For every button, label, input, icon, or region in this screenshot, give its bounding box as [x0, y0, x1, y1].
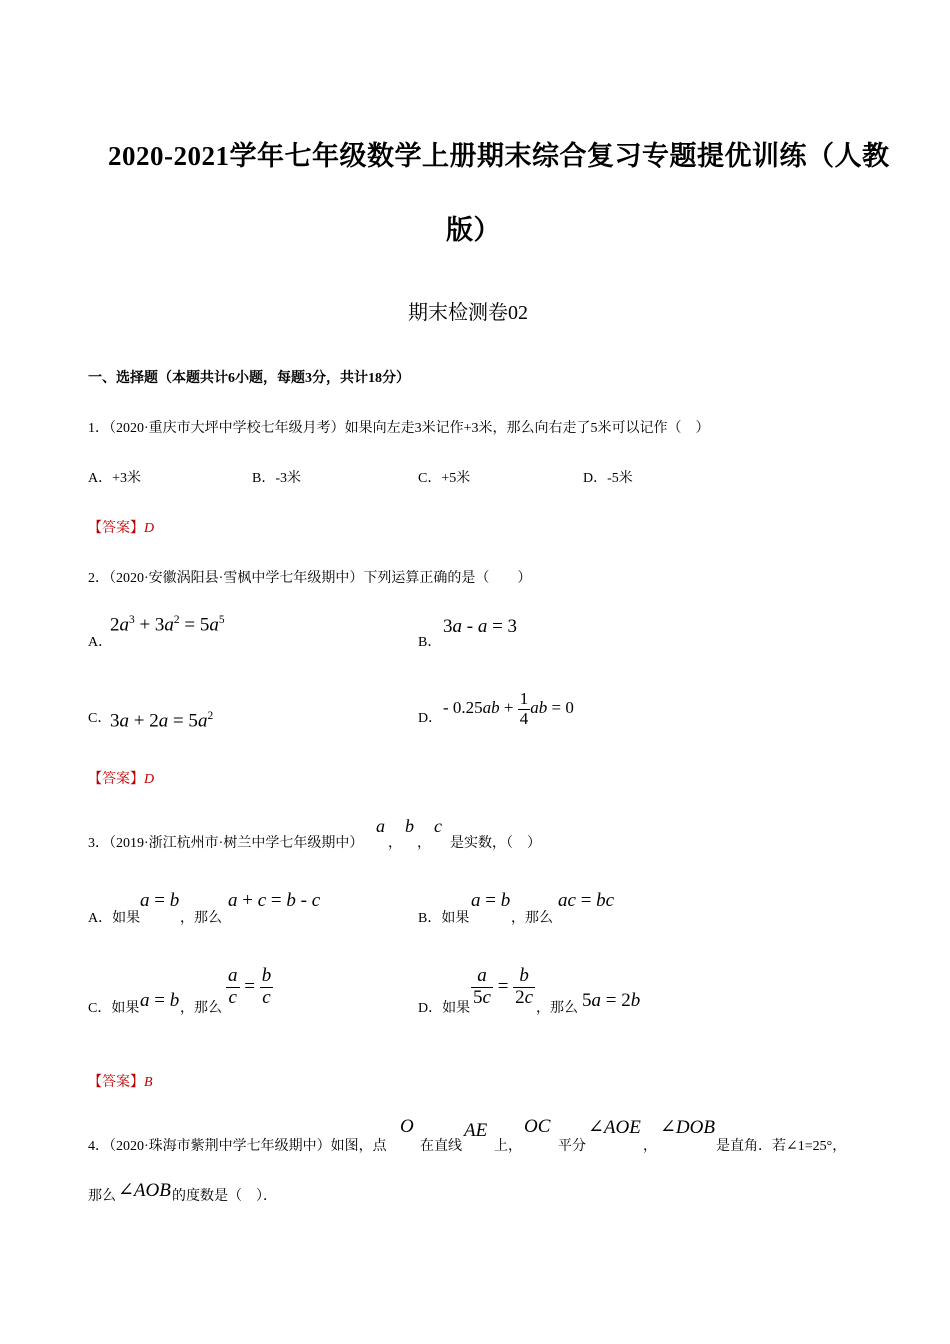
- q4-point-o: O: [400, 1116, 414, 1137]
- q3-option-a-cond: a = b: [140, 890, 180, 911]
- q4-ray-oc: OC: [524, 1116, 551, 1137]
- q4-on-line: 在直线: [420, 1139, 462, 1154]
- q2-option-b-label: B．: [418, 635, 442, 650]
- q3-var-b: b: [405, 816, 414, 836]
- q3-var-c: c: [434, 816, 442, 836]
- q4-angle-aob: ∠AOB: [118, 1180, 171, 1201]
- q3-option-a-then: ，那么: [180, 911, 222, 926]
- q3-option-c-result: $\frac{a}{c}$ = $\frac{b}{c}$: [228, 965, 272, 1008]
- q2-option-a-label: A．: [88, 635, 113, 650]
- question-3-prefix: 3．（2019·浙江杭州市·树兰中学七年级期中）: [88, 836, 364, 851]
- answer-value: D: [144, 772, 155, 787]
- page-title-line1: 2020-2021学年七年级数学上册期末综合复习专题提优训练（人教: [108, 141, 890, 171]
- page-subtitle: 期末检测卷02: [408, 302, 528, 324]
- q3-option-d-then: ，那么: [536, 1001, 578, 1016]
- q2-option-b-math: 3a - a = 3: [443, 616, 518, 637]
- answer-value: B: [144, 1075, 153, 1090]
- q3-comma-2: ，: [417, 836, 431, 851]
- answer-value: D: [144, 521, 155, 536]
- q3-suffix: 是实数，（ ）: [450, 836, 541, 851]
- q2-option-d-label: D．: [418, 711, 443, 726]
- q3-option-d-label: D．如果: [418, 1001, 471, 1016]
- q4-comma: ，: [643, 1139, 657, 1154]
- q3-option-d-cond: $\frac{a}{5c}$ = $\frac{b}{2c}$: [473, 965, 534, 1008]
- q3-option-c-label: C．如果: [88, 1001, 140, 1016]
- q4-angle-aoe: ∠AOE: [588, 1117, 641, 1138]
- answer-label: 【答案】: [88, 521, 144, 536]
- q4-rest: 是直角．若∠1=25°，: [716, 1139, 847, 1154]
- q4-line2-suffix: 的度数是（ ）．: [172, 1189, 277, 1204]
- q3-option-c-then: ，那么: [180, 1001, 222, 1016]
- q1-option-d: D．-5米: [583, 471, 633, 486]
- question-4-prefix: 4．（2020·珠海市紫荆中学七年级期中）如图，点: [88, 1139, 387, 1154]
- q3-option-d-result: 5a = 2b: [582, 990, 641, 1011]
- q1-option-a: A．+3米: [88, 471, 142, 486]
- q4-line-ae: AE: [464, 1120, 488, 1141]
- q4-line2-prefix: 那么: [88, 1189, 116, 1204]
- q4-angle-dob: ∠DOB: [660, 1117, 715, 1138]
- q3-option-b-label: B．如果: [418, 911, 470, 926]
- q4-up: 上，: [494, 1139, 522, 1154]
- q1-option-b: B．-3米: [252, 471, 301, 486]
- q3-var-a: a: [376, 816, 385, 836]
- answer-label: 【答案】: [88, 1075, 144, 1090]
- q3-option-b-then: ，那么: [511, 911, 553, 926]
- q3-option-b-result: ac = bc: [558, 890, 615, 911]
- q3-option-c-cond: a = b: [140, 990, 180, 1011]
- q3-comma-1: ，: [388, 836, 402, 851]
- page-title-line2: 版）: [446, 215, 501, 245]
- q3-answer: [88, 1071, 153, 1091]
- question-1-text: 1．（2020·重庆市大坪中学校七年级月考）如果向左走3米记作+3米，那么向右走了5米可以记作（ ）: [88, 421, 710, 436]
- q4-bisect: 平分: [558, 1139, 586, 1154]
- q3-option-b-cond: a = b: [471, 890, 511, 911]
- q2-option-d-math: - 0.25ab + $\frac{1}{4}$ ab = 0: [443, 689, 574, 728]
- q2-option-c-label: C．: [88, 711, 112, 726]
- section-heading: 一、选择题（本题共计6小题，每题3分，共计18分）: [88, 371, 410, 386]
- question-2-text: 2．（2020·安徽涡阳县·雪枫中学七年级期中）下列运算正确的是（ ）: [88, 571, 532, 586]
- q1-answer: [88, 517, 154, 537]
- answer-label: 【答案】: [88, 772, 144, 787]
- q3-option-a-label: A．如果: [88, 911, 141, 926]
- q2-option-a-math: $2a^3 + 3a^2 = 5a^5$: [110, 614, 225, 636]
- q3-option-a-result: a + c = b - c: [228, 890, 321, 911]
- q2-answer: [88, 768, 154, 788]
- q2-option-c-math: $3a + 2a = 5a^2$: [110, 710, 214, 732]
- q1-option-c: C．+5米: [418, 471, 471, 486]
